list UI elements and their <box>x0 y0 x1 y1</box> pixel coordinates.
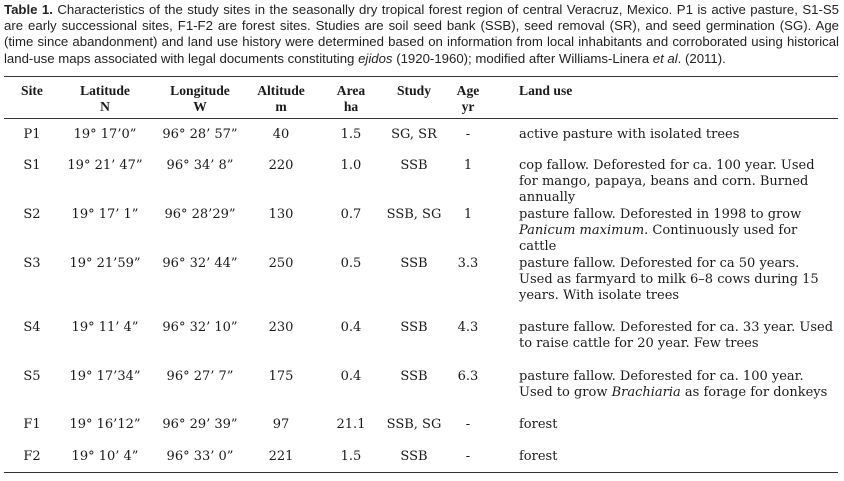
cell-lat: 19° 21’ 47” <box>67 158 143 173</box>
cell-lon: 96° 32’ 10” <box>162 320 238 335</box>
cell-site: S5 <box>23 369 41 384</box>
land-use-text: cop fallow. Deforested for ca. 100 year. Used for mango, papaya, beans and corn. Burned annually <box>519 158 815 205</box>
caption-text-2: (1920-1960); modified after Williams-Linera <box>392 50 653 66</box>
land-use-text: active pasture with isolated trees <box>519 127 740 142</box>
cell-age: 1 <box>463 207 473 222</box>
land-use-text: . Continuously used for cattle <box>519 223 798 254</box>
land-use-text: forest <box>519 449 558 464</box>
header-site: Site <box>21 83 43 98</box>
cell-lat: 19° 17’34” <box>69 369 141 384</box>
header-land-use: Land use <box>519 83 573 98</box>
header-longitude: Longitude W <box>170 83 230 114</box>
cell-age: - <box>465 127 471 142</box>
cell-alt: 221 <box>268 449 294 464</box>
land-use-text: pasture fallow. Deforested for ca. 100 year. Used to grow <box>519 369 804 400</box>
cell-area: 1.5 <box>340 127 362 142</box>
cell-area: 1.0 <box>340 158 362 173</box>
cell-alt: 40 <box>272 127 290 142</box>
cell-site: F1 <box>23 417 41 432</box>
cell-lat: 19° 17’0” <box>73 127 137 142</box>
cell-land-use <box>519 369 837 401</box>
cell-area: 0.4 <box>340 369 362 384</box>
cell-alt: 130 <box>268 207 294 222</box>
cell-site: F2 <box>23 449 41 464</box>
cell-lat: 19° 17’ 1” <box>71 207 139 222</box>
header-altitude: Altitude m <box>257 83 305 114</box>
cell-site: S2 <box>23 207 41 222</box>
caption-text-1: Characteristics of the study sites in the seasonally dry tropical forest region of central Veracruz, Mexico. P1 is active pasture, S1-S5 are early successional sites, F1-F2 are forest sites. Studies are soil seed bank (SSB), seed removal (SR), and seed germination (SG). Age (time since abandonment) and land use history were determined based on information from local inhabitants and corroborated using historical land-use maps associated with legal documents constituting <box>4 2 839 66</box>
cell-lon: 96° 28’ 57” <box>162 127 238 142</box>
land-use-text: Brachiaria <box>611 385 681 400</box>
cell-land-use <box>519 127 837 143</box>
cell-lat: 19° 11’ 4” <box>71 320 139 335</box>
table-top-rule <box>4 76 838 77</box>
header-area: Area ha <box>336 83 366 114</box>
cell-age: 4.3 <box>457 320 479 335</box>
cell-land-use <box>519 256 837 304</box>
land-use-text: Panicum maximum <box>519 223 645 238</box>
cell-lon: 96° 34’ 8” <box>166 158 234 173</box>
cell-land-use <box>519 158 837 206</box>
cell-lon: 96° 32’ 44” <box>162 256 238 271</box>
cell-lon: 96° 28’29” <box>164 207 236 222</box>
header-age: Age yr <box>456 83 480 114</box>
header-bottom-rule <box>4 118 838 119</box>
land-use-text: pasture fallow. Deforested in 1998 to grow <box>519 207 802 222</box>
cell-age: 6.3 <box>457 369 479 384</box>
cell-lat: 19° 16’12” <box>69 417 141 432</box>
cell-land-use <box>519 449 837 465</box>
cell-alt: 250 <box>268 256 294 271</box>
cell-site: S1 <box>23 158 41 173</box>
cell-lat: 19° 10’ 4” <box>71 449 139 464</box>
cell-age: - <box>465 417 471 432</box>
cell-study: SSB <box>400 449 428 464</box>
cell-site: S4 <box>23 320 41 335</box>
land-use-text: pasture fallow. Deforested for ca. 33 year. Used to raise cattle for 20 year. Few trees <box>519 320 834 351</box>
cell-alt: 97 <box>272 417 290 432</box>
cell-lon: 96° 33’ 0” <box>166 449 234 464</box>
cell-lat: 19° 21’59” <box>69 256 141 271</box>
cell-land-use <box>519 320 837 352</box>
cell-area: 21.1 <box>336 417 366 432</box>
cell-area: 0.7 <box>340 207 362 222</box>
land-use-text: as forage for donkeys <box>680 385 828 400</box>
cell-age: 3.3 <box>457 256 479 271</box>
cell-age: - <box>465 449 471 464</box>
cell-area: 0.5 <box>340 256 362 271</box>
cell-age: 1 <box>463 158 473 173</box>
header-latitude: Latitude N <box>80 83 130 114</box>
cell-alt: 230 <box>268 320 294 335</box>
table-caption <box>4 2 839 67</box>
caption-label: Table 1. <box>4 2 53 17</box>
cell-study: SG, SR <box>391 127 437 142</box>
header-study: Study <box>396 83 431 98</box>
cell-study: SSB <box>400 369 428 384</box>
table-bottom-rule <box>4 472 838 473</box>
caption-text-3: . (2011). <box>677 50 726 66</box>
cell-lon: 96° 27’ 7” <box>166 369 234 384</box>
cell-alt: 175 <box>268 369 294 384</box>
cell-study: SSB <box>400 256 428 271</box>
cell-study: SSB <box>400 158 428 173</box>
cell-land-use <box>519 207 837 255</box>
land-use-text: pasture fallow. Deforested for ca 50 years. Used as farmyard to milk 6–8 cows during 15 years. With isolate trees <box>519 256 819 303</box>
caption-italic-2: et al <box>652 50 678 66</box>
cell-area: 0.4 <box>340 320 362 335</box>
cell-land-use <box>519 417 837 433</box>
cell-study: SSB <box>400 320 428 335</box>
cell-site: S3 <box>23 256 41 271</box>
land-use-text: forest <box>519 417 558 432</box>
cell-alt: 220 <box>268 158 294 173</box>
cell-area: 1.5 <box>340 449 362 464</box>
caption-italic-1: ejidos <box>358 50 393 66</box>
cell-study: SSB, SG <box>386 207 442 222</box>
cell-lon: 96° 29’ 39” <box>162 417 238 432</box>
cell-study: SSB, SG <box>386 417 442 432</box>
cell-site: P1 <box>23 127 41 142</box>
